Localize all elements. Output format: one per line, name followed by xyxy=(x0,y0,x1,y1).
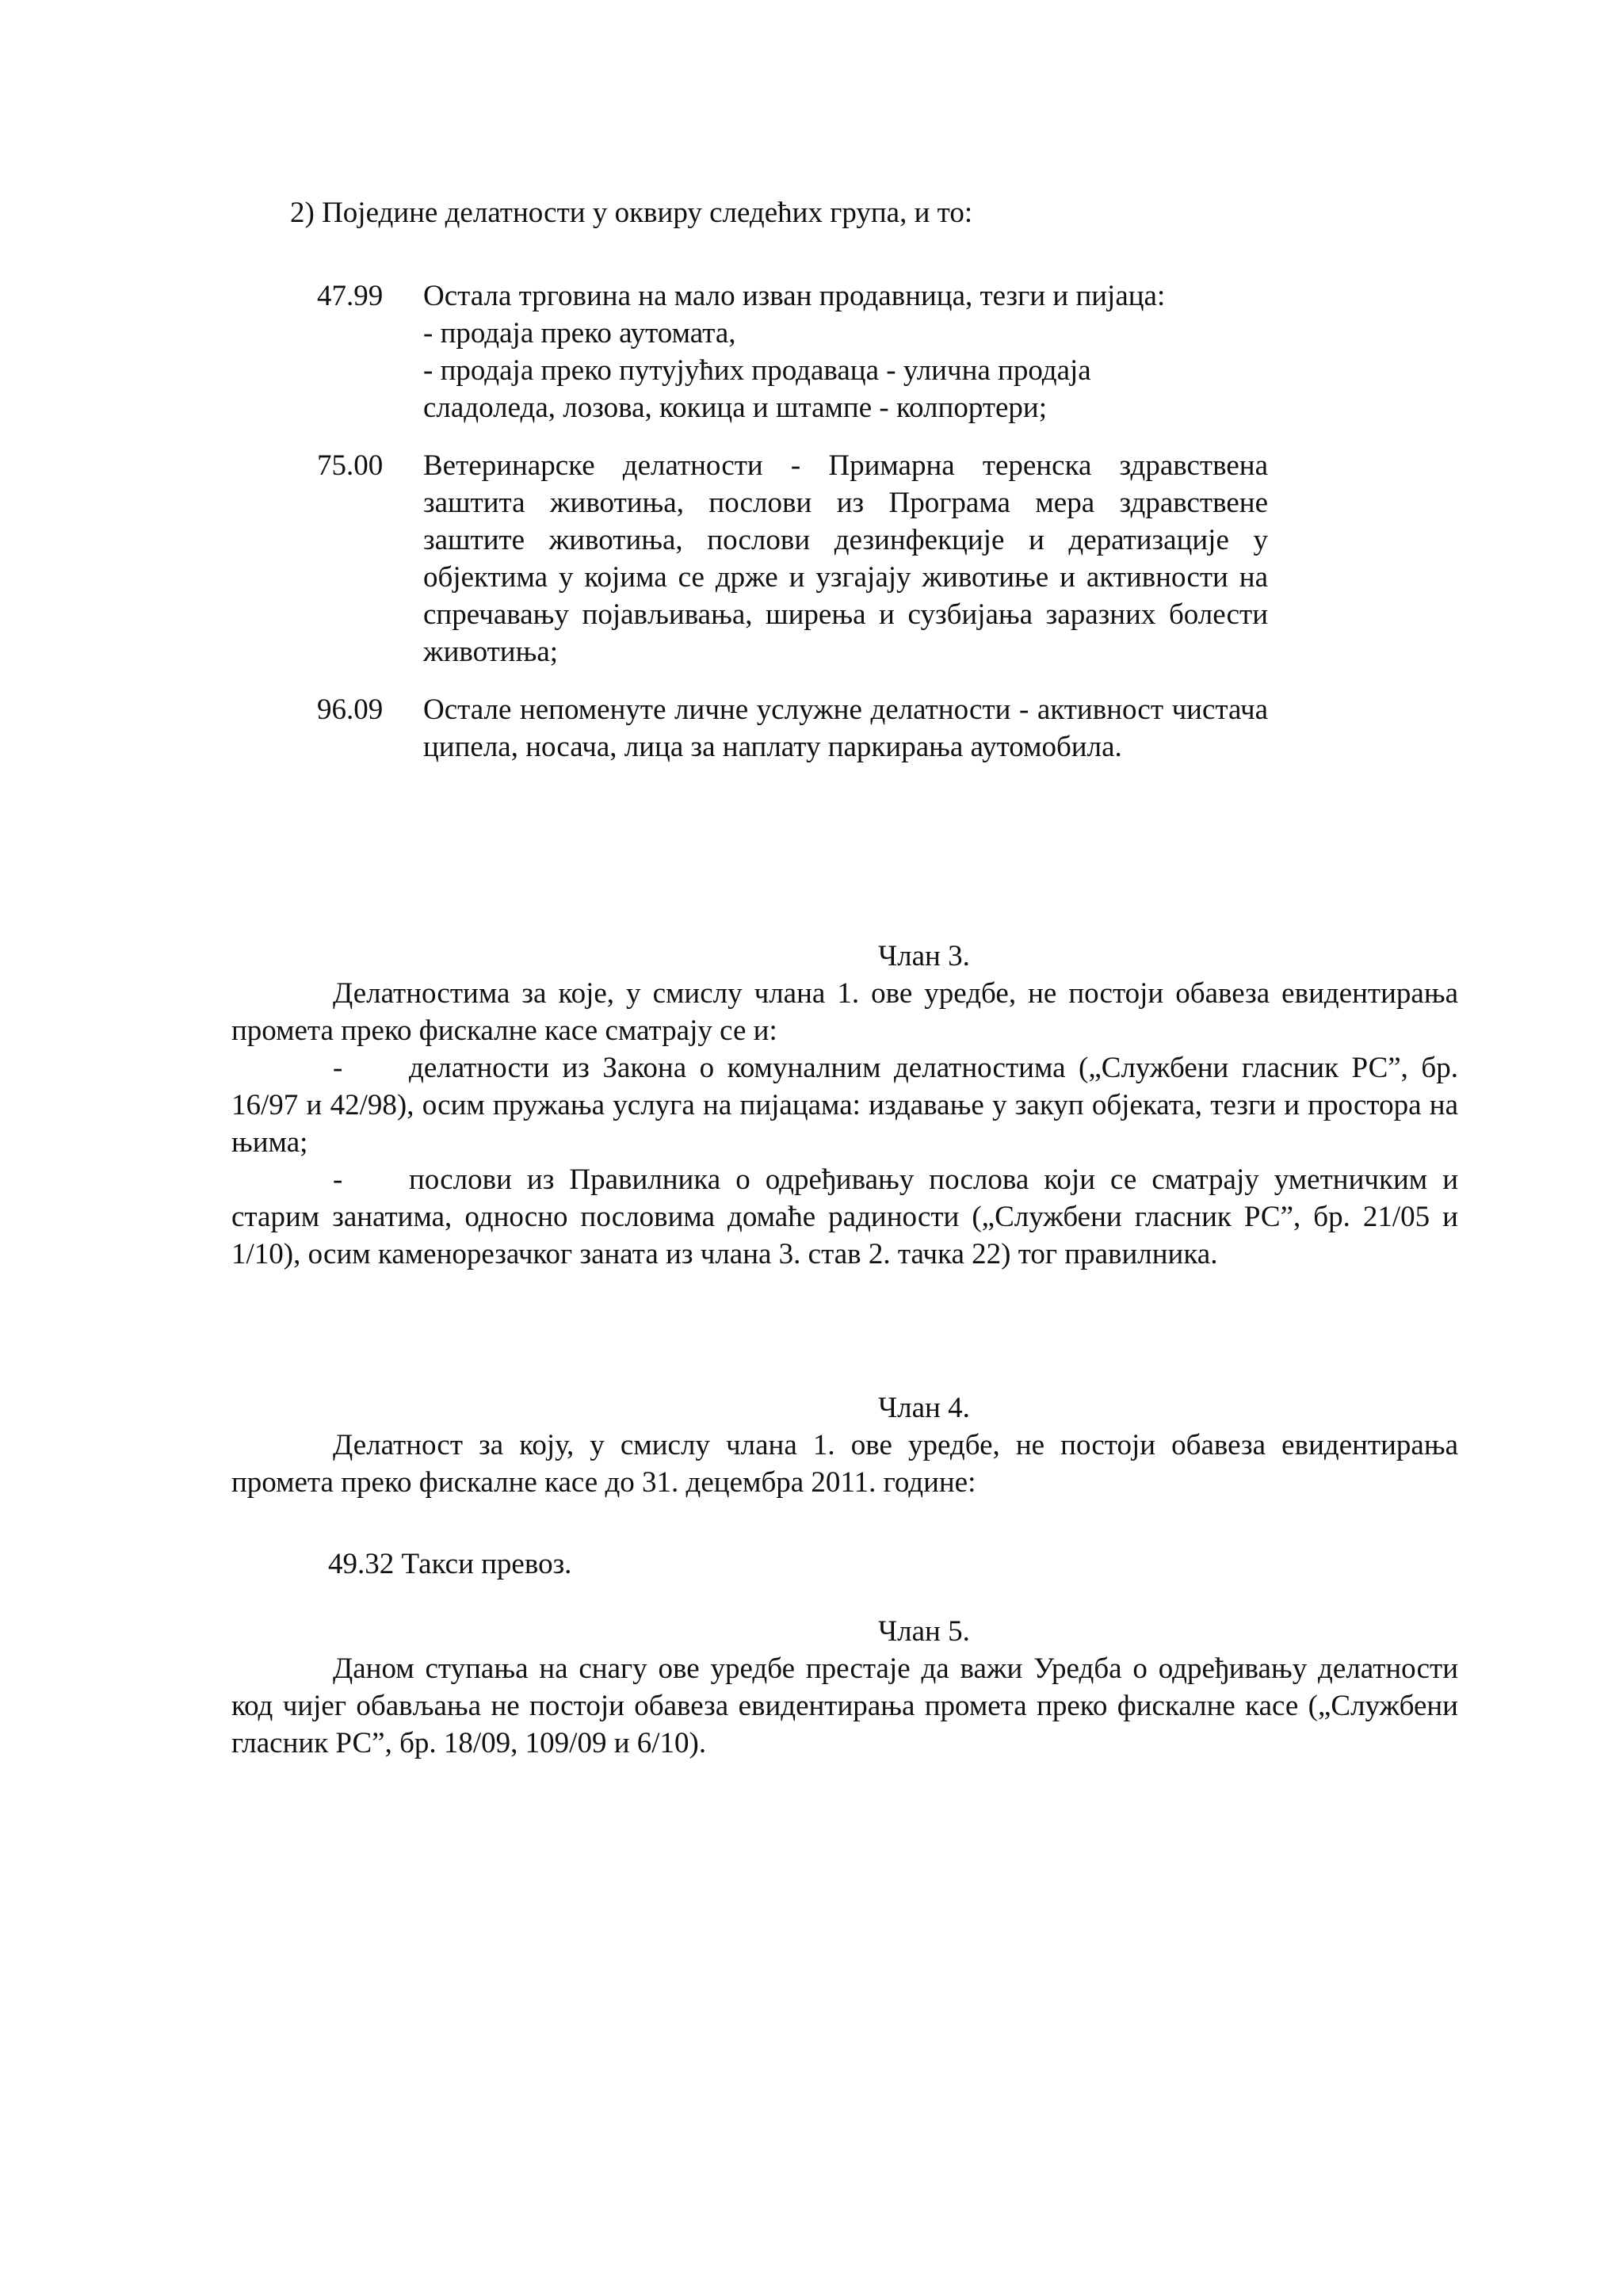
section-intro: 2) Поједине делатности у оквиру следећих група, и то: xyxy=(290,197,973,229)
article-title: Члан 5. xyxy=(878,1615,970,1648)
activity-description xyxy=(423,277,1268,426)
activity-code: 75.00 xyxy=(317,449,384,482)
article-bullet xyxy=(231,1049,1458,1161)
activity-group-item xyxy=(317,691,1268,766)
activity-group-item xyxy=(317,277,1268,426)
activity-line: сладоледа, лозова, кокица и штампе - колпортери; xyxy=(423,392,1048,424)
article-paragraph: Делатност за коју, у смислу члана 1. ове уредбе, не постоји обавеза евидентирања промета преко фискалне касе до 31. децембра 2011. године: xyxy=(231,1429,1458,1499)
article-5 xyxy=(231,1613,1458,1762)
bullet-text: послови из Правилника о одређивању послова који се сматрају уметничким и старим занатима, односно пословима домаће радиности („Службени гласник РС”, бр. 21/05 и 1/10), осим каменорезачког заната из члана 3. став 2. тачка 22) тог правилника. xyxy=(231,1163,1458,1270)
bullet-dash: - xyxy=(333,1163,343,1196)
activity-line: - продаја преко путујућих продаваца - улична продаја xyxy=(423,354,1091,387)
activity-description: Остале непоменуте личне услужне делатности - активност чистача ципела, носача, лица за наплату паркирања аутомобила. xyxy=(423,693,1268,763)
activity-group-list xyxy=(317,277,1268,786)
article-3 xyxy=(231,938,1458,1273)
article-title: Члан 4. xyxy=(878,1392,970,1424)
article-paragraph: Даном ступања на снагу ове уредбе престаје да важи Уредба о одређивању делатности код чијег обављања не постоји обавеза евидентирања промета преко фискалне касе („Службени гласник РС”, бр. 18/09, 109/09 и 6/10). xyxy=(231,1652,1458,1759)
activity-code: 47.99 xyxy=(317,280,384,312)
activity-line: - продаја преко аутомата, xyxy=(423,317,736,350)
activity-group-item xyxy=(317,447,1268,670)
bullet-dash: - xyxy=(333,1052,343,1084)
article-bullet xyxy=(231,1161,1458,1273)
article-paragraph: Делатностима за које, у смислу члана 1. ове уредбе, не постоји обавеза евидентирања промета преко фискалне касе сматрају се и: xyxy=(231,977,1458,1047)
taxi-item: 49.32 Такси превоз. xyxy=(328,1548,572,1580)
bullet-text: делатности из Закона о комуналним делатностима („Службени гласник РС”, бр. 16/97 и 42/98), осим пружања услуга на пијацама: издавање у закуп објеката, тезги и простора на њима; xyxy=(231,1052,1458,1159)
article-4 xyxy=(231,1389,1458,1501)
activity-description: Ветеринарске делатности - Примарна теренска здравствена заштита животиња, послови из Програма мера здравствене заштите животиња, послови дезинфекције и дератизације у објектима у којима се држе и узгајају животиње и активности на спречавању појављивања, ширења и сузбијања заразних болести животиња; xyxy=(423,449,1268,668)
activity-code: 96.09 xyxy=(317,693,384,726)
activity-line: Остала трговина на мало изван продавница, тезги и пијаца: xyxy=(423,280,1166,312)
article-title: Члан 3. xyxy=(878,940,970,972)
